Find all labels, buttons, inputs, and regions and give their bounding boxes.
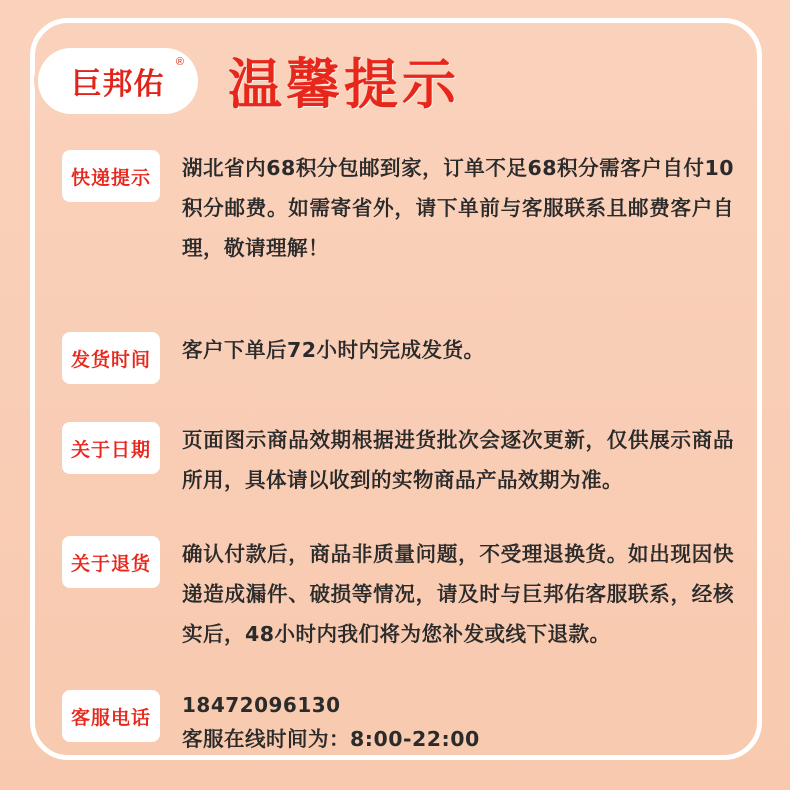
notice-item-returns [62,534,734,654]
notice-tag: 发货时间 [62,332,160,384]
page-title [228,40,578,120]
brand-logo-text: 巨邦佑 [71,67,165,102]
page-title-text: 温馨提示 [228,52,460,116]
notice-tag: 关于退货 [62,536,160,588]
notice-item-shipping-fee [62,148,734,268]
notice-tag: 快递提示 [62,150,160,202]
notice-tag: 客服电话 [62,690,160,742]
notice-item-customer-service [62,688,734,756]
notice-tag: 关于日期 [62,422,160,474]
notice-item-dispatch-time [62,330,734,384]
notice-text: 湖北省内68积分包邮到家，订单不足68积分需客户自付10积分邮费。如需寄省外，请下单前与客服联系且邮费客户自理，敬请理解！ [182,156,734,260]
notice-item-expiry-date [62,420,734,500]
notice-text: 确认付款后，商品非质量问题，不受理退换货。如出现因快递造成漏件、破损等情况，请及时与巨邦佑客服联系，经核实后，48小时内我们将为您补发或线下退款。 [182,542,734,646]
customer-service-phone[interactable]: 18472096130 [182,693,341,717]
customer-service-hours: 客服在线时间为：8:00-22:00 [182,727,480,751]
trademark-icon: ® [175,56,184,68]
contact-details [182,688,734,756]
notice-text: 客户下单后72小时内完成发货。 [182,338,485,362]
notice-list [62,148,734,790]
notice-text: 页面图示商品效期根据进货批次会逐次更新，仅供展示商品所用，具体请以收到的实物商品产品效期为准。 [182,428,734,492]
brand-logo [38,48,198,114]
